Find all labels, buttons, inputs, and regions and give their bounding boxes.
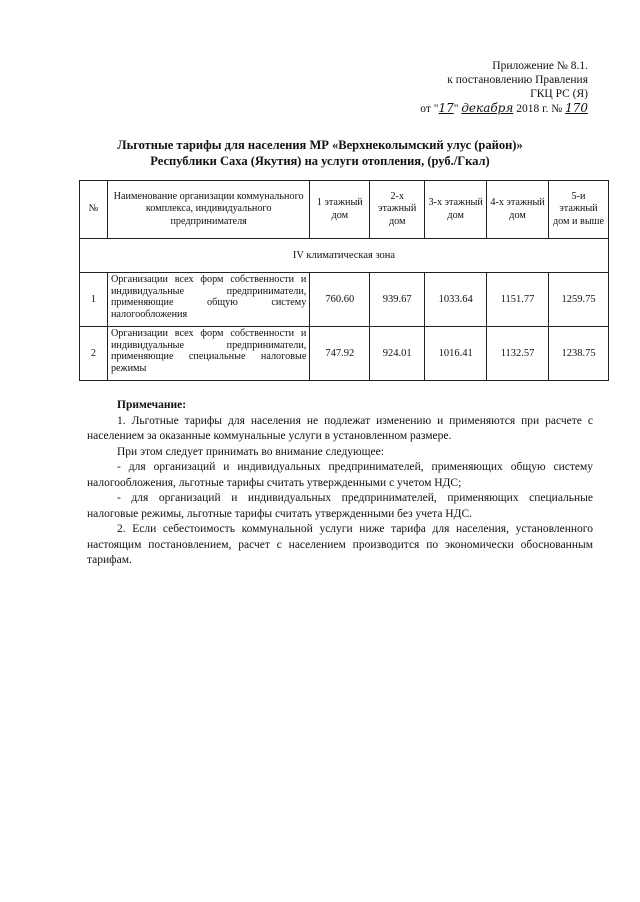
row-num: 1	[80, 273, 108, 327]
row-value-3: 1016.41	[425, 327, 487, 381]
appendix-line-2: к постановлению Правления	[447, 74, 588, 86]
row-num: 2	[80, 327, 108, 381]
header-2-floor: 2-х этажный дом	[370, 181, 425, 239]
header-num: №	[80, 181, 108, 239]
document-title	[60, 137, 580, 169]
note-paragraph-4: - для организаций и индивидуальных предпринимателей, применяющих специальные налоговые режимы, льготные тарифы считать утвержденными без учета НДС.	[87, 492, 593, 520]
title-line-1: Льготные тарифы для населения МР «Верхнеколымский улус (район)»	[117, 138, 523, 152]
row-value-4: 1151.77	[487, 273, 549, 327]
tariff-table	[79, 180, 609, 381]
handwritten-day: 17	[438, 101, 454, 115]
appendix-line-1: Приложение № 8.1.	[492, 60, 588, 72]
row-value-1: 747.92	[310, 327, 370, 381]
row-value-5: 1238.75	[549, 327, 609, 381]
header-3-floor: 3-х этажный дом	[425, 181, 487, 239]
table-row	[80, 273, 609, 327]
header-5-floor: 5-и этажный дом и выше	[549, 181, 609, 239]
zone-row	[80, 239, 609, 273]
row-org-name: Организации всех форм собственности и индивидуальные предприниматели, применяющие специальные налоговые режимы	[107, 327, 309, 381]
handwritten-month: декабря	[461, 101, 514, 115]
row-value-2: 939.67	[370, 273, 425, 327]
note-paragraph-1: 1. Льготные тарифы для населения не подлежат изменению и применяются при расчете с населением за оказанные коммунальные услуги в установленном размере.	[87, 414, 593, 442]
row-org-name: Организации всех форм собственности и индивидуальные предприниматели, применяющие общую систему налогообложения	[107, 273, 309, 327]
note-paragraph-2: При этом следует принимать во внимание следующее:	[117, 445, 384, 458]
header-name: Наименование организации коммунального комплекса, индивидуального предпринимателя	[107, 181, 309, 239]
appendix-date-line	[420, 101, 588, 116]
header-4-floor: 4-х этажный дом	[487, 181, 549, 239]
table-header-row	[80, 181, 609, 239]
notes-section	[87, 398, 593, 569]
row-value-3: 1033.64	[425, 273, 487, 327]
title-line-2: Республики Саха (Якутия) на услуги отопления, (руб./Гкал)	[150, 154, 490, 168]
notes-header: Примечание:	[117, 399, 187, 411]
header-1-floor: 1 этажный дом	[310, 181, 370, 239]
row-value-4: 1132.57	[487, 327, 549, 381]
appendix-block	[420, 59, 588, 116]
date-mid: "	[453, 103, 459, 115]
table-row	[80, 327, 609, 381]
note-paragraph-3: - для организаций и индивидуальных предпринимателей, применяющих общую систему налогообложения, льготные тарифы считать утвержденными с учетом НДС;	[87, 461, 593, 489]
appendix-line-3: ГКЦ РС (Я)	[530, 88, 588, 100]
handwritten-number: 170	[565, 101, 588, 115]
note-paragraph-5: 2. Если себестоимость коммунальной услуги ниже тарифа для населения, установленного настоящим постановлением, расчет с населением производится по экономически обоснованным тарифам.	[87, 523, 593, 566]
row-value-5: 1259.75	[549, 273, 609, 327]
year-part: 2018 г. №	[516, 103, 563, 115]
zone-label: IV климатическая зона	[80, 239, 609, 273]
date-prefix: от "	[420, 103, 439, 115]
row-value-1: 760.60	[310, 273, 370, 327]
row-value-2: 924.01	[370, 327, 425, 381]
